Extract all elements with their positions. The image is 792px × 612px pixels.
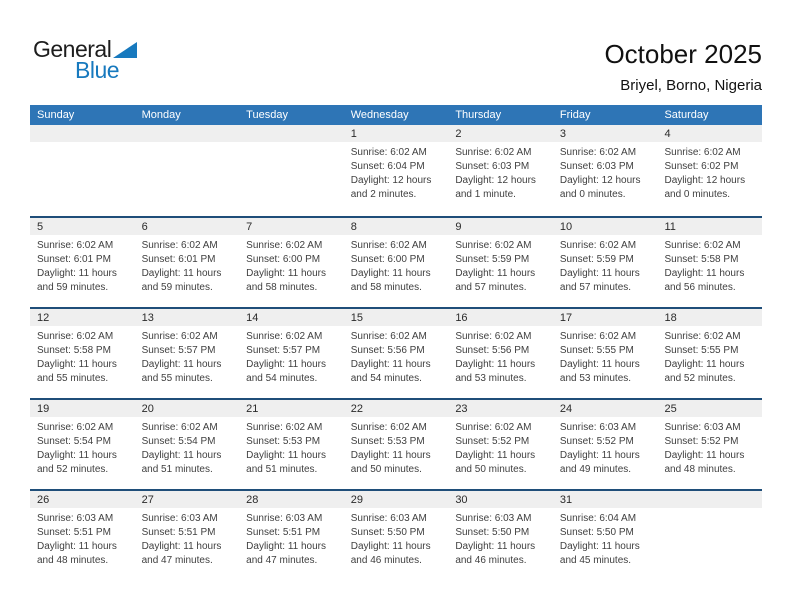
sunrise-text: Sunrise: 6:03 AM	[141, 513, 218, 524]
sunrise-text: Sunrise: 6:04 AM	[559, 513, 637, 524]
sunset-text: Sunset: 5:52 PM	[559, 436, 634, 447]
day-number: 16	[455, 311, 468, 324]
day-cell-8	[344, 218, 449, 307]
week-row	[30, 398, 762, 489]
daylight-text-line1: Daylight: 11 hours	[37, 541, 117, 552]
sunset-text: Sunset: 6:00 PM	[246, 254, 321, 265]
daylight-text-line2: and 55 minutes.	[141, 373, 213, 384]
sunrise-text: Sunrise: 6:02 AM	[455, 240, 532, 251]
day-cell-31	[553, 491, 658, 580]
day-number: 5	[37, 220, 44, 233]
daylight-text-line2: and 0 minutes.	[664, 189, 731, 200]
daylight-text-line1: Daylight: 11 hours	[664, 268, 745, 279]
day-cell-16	[448, 309, 553, 398]
sunset-text: Sunset: 5:57 PM	[141, 345, 216, 356]
day-number: 9	[455, 220, 462, 233]
daylight-text-line1: Daylight: 11 hours	[141, 541, 222, 552]
sunset-text: Sunset: 5:50 PM	[455, 527, 530, 538]
day-cell-18	[657, 309, 762, 398]
sunrise-text: Sunrise: 6:02 AM	[664, 147, 741, 158]
sunset-text: Sunset: 6:01 PM	[141, 254, 216, 265]
day-number: 19	[37, 402, 50, 415]
day-number: 13	[141, 311, 154, 324]
calendar-table	[30, 105, 762, 580]
daylight-text-line2: and 58 minutes.	[246, 282, 318, 293]
day-number: 26	[37, 493, 50, 506]
day-cell-25	[657, 400, 762, 489]
day-number: 29	[350, 493, 363, 506]
daylight-text-line2: and 57 minutes.	[455, 282, 527, 293]
sunrise-text: Sunrise: 6:03 AM	[664, 422, 741, 433]
empty-day-cell	[30, 125, 135, 216]
sunset-text: Sunset: 6:02 PM	[664, 161, 739, 172]
day-number: 2	[455, 127, 462, 140]
day-cell-10	[553, 218, 658, 307]
empty-day-cell	[135, 125, 240, 216]
sunset-text: Sunset: 5:52 PM	[664, 436, 739, 447]
daylight-text-line1: Daylight: 11 hours	[141, 268, 222, 279]
sunrise-text: Sunrise: 6:02 AM	[141, 240, 218, 251]
daylight-text-line2: and 59 minutes.	[37, 282, 109, 293]
day-cell-27	[135, 491, 240, 580]
day-number: 3	[559, 127, 567, 140]
day-cell-17	[553, 309, 658, 398]
daylight-text-line1: Daylight: 11 hours	[559, 450, 640, 461]
sunrise-text: Sunrise: 6:02 AM	[350, 331, 427, 342]
daylight-text-line2: and 58 minutes.	[350, 282, 422, 293]
daylight-text-line1: Daylight: 11 hours	[664, 359, 745, 370]
sunset-text: Sunset: 6:00 PM	[350, 254, 425, 265]
sunrise-text: Sunrise: 6:02 AM	[455, 147, 532, 158]
day-number: 18	[664, 311, 677, 324]
day-number: 27	[141, 493, 154, 506]
weekday-sunday: Sunday	[37, 109, 75, 121]
weekday-thursday: Thursday	[455, 109, 502, 121]
daylight-text-line2: and 46 minutes.	[455, 555, 527, 566]
sunrise-text: Sunrise: 6:02 AM	[350, 147, 427, 158]
daylight-text-line1: Daylight: 11 hours	[37, 359, 117, 370]
day-number: 8	[350, 220, 357, 233]
sunrise-text: Sunrise: 6:03 AM	[455, 513, 532, 524]
sunrise-text: Sunrise: 6:03 AM	[37, 513, 114, 524]
empty-day-cell	[239, 125, 344, 216]
general-blue-logo	[33, 38, 163, 84]
sunrise-text: Sunrise: 6:02 AM	[350, 240, 427, 251]
sunrise-text: Sunrise: 6:02 AM	[455, 422, 532, 433]
day-number: 30	[455, 493, 468, 506]
daylight-text-line2: and 51 minutes.	[141, 464, 213, 475]
daylight-text-line1: Daylight: 11 hours	[664, 450, 745, 461]
daylight-text-line2: and 50 minutes.	[455, 464, 527, 475]
daylight-text-line1: Daylight: 12 hours	[455, 175, 536, 186]
day-cell-24	[553, 400, 658, 489]
sunset-text: Sunset: 5:58 PM	[37, 345, 111, 356]
daylight-text-line2: and 54 minutes.	[246, 373, 318, 384]
day-number: 23	[455, 402, 468, 415]
week-row	[30, 489, 762, 580]
day-cell-3	[553, 125, 658, 216]
day-number: 4	[664, 127, 671, 140]
weekday-wednesday: Wednesday	[350, 109, 409, 121]
sunrise-text: Sunrise: 6:02 AM	[37, 422, 114, 433]
sunset-text: Sunset: 5:55 PM	[559, 345, 634, 356]
weekday-tuesday: Tuesday	[246, 109, 288, 121]
empty-day-cell	[657, 491, 762, 580]
daylight-text-line2: and 54 minutes.	[350, 373, 422, 384]
sunrise-text: Sunrise: 6:03 AM	[559, 422, 637, 433]
daylight-text-line1: Daylight: 11 hours	[559, 268, 640, 279]
sunset-text: Sunset: 5:52 PM	[455, 436, 530, 447]
daylight-text-line1: Daylight: 11 hours	[559, 359, 640, 370]
week-row	[30, 307, 762, 398]
day-number: 12	[37, 311, 50, 324]
daylight-text-line2: and 59 minutes.	[141, 282, 213, 293]
daylight-text-line1: Daylight: 11 hours	[37, 450, 117, 461]
daylight-text-line1: Daylight: 11 hours	[246, 359, 327, 370]
day-number: 10	[559, 220, 573, 233]
day-number: 11	[664, 220, 676, 233]
logo-text-general: General	[33, 36, 112, 62]
daylight-text-line2: and 53 minutes.	[559, 373, 632, 384]
sunrise-text: Sunrise: 6:02 AM	[246, 422, 323, 433]
sunset-text: Sunset: 5:59 PM	[559, 254, 634, 265]
sunrise-text: Sunrise: 6:02 AM	[664, 240, 741, 251]
day-cell-5	[30, 218, 135, 307]
sunset-text: Sunset: 5:57 PM	[246, 345, 321, 356]
daylight-text-line2: and 47 minutes.	[141, 555, 213, 566]
sunset-text: Sunset: 5:58 PM	[664, 254, 739, 265]
day-cell-9	[448, 218, 553, 307]
day-number: 15	[350, 311, 363, 324]
daylight-text-line2: and 45 minutes.	[559, 555, 632, 566]
day-cell-19	[30, 400, 135, 489]
sunset-text: Sunset: 5:50 PM	[350, 527, 425, 538]
daylight-text-line1: Daylight: 12 hours	[559, 175, 641, 186]
day-cell-26	[30, 491, 135, 580]
daylight-text-line2: and 1 minute.	[455, 189, 516, 200]
sunrise-text: Sunrise: 6:03 AM	[350, 513, 427, 524]
sunset-text: Sunset: 5:51 PM	[141, 527, 216, 538]
day-number: 17	[559, 311, 573, 324]
logo-triangle-icon	[113, 42, 137, 58]
sunrise-text: Sunrise: 6:03 AM	[246, 513, 323, 524]
weekday-header-row	[30, 105, 762, 125]
day-number: 14	[246, 311, 259, 324]
sunrise-text: Sunrise: 6:02 AM	[37, 331, 114, 342]
day-cell-1	[344, 125, 449, 216]
sunset-text: Sunset: 5:53 PM	[350, 436, 425, 447]
day-number: 21	[246, 402, 259, 415]
daylight-text-line2: and 57 minutes.	[559, 282, 632, 293]
sunrise-text: Sunrise: 6:02 AM	[246, 240, 323, 251]
daylight-text-line1: Daylight: 11 hours	[350, 268, 431, 279]
daylight-text-line2: and 52 minutes.	[37, 464, 109, 475]
week-row	[30, 125, 762, 216]
day-cell-12	[30, 309, 135, 398]
sunset-text: Sunset: 5:50 PM	[559, 527, 634, 538]
daylight-text-line1: Daylight: 11 hours	[141, 359, 222, 370]
daylight-text-line1: Daylight: 11 hours	[455, 268, 536, 279]
sunset-text: Sunset: 5:56 PM	[350, 345, 425, 356]
sunset-text: Sunset: 5:51 PM	[246, 527, 321, 538]
day-number: 24	[559, 402, 573, 415]
sunset-text: Sunset: 5:56 PM	[455, 345, 530, 356]
week-row	[30, 216, 762, 307]
daylight-text-line2: and 52 minutes.	[664, 373, 736, 384]
day-number: 7	[246, 220, 253, 233]
day-cell-6	[135, 218, 240, 307]
day-cell-28	[239, 491, 344, 580]
calendar-grid	[30, 125, 762, 580]
sunset-text: Sunset: 6:03 PM	[559, 161, 634, 172]
daylight-text-line1: Daylight: 11 hours	[559, 541, 640, 552]
page-title: October 2025	[604, 39, 762, 69]
sunrise-text: Sunrise: 6:02 AM	[37, 240, 114, 251]
daylight-text-line1: Daylight: 11 hours	[455, 541, 536, 552]
daylight-text-line2: and 47 minutes.	[246, 555, 318, 566]
daylight-text-line1: Daylight: 12 hours	[664, 175, 746, 186]
day-cell-7	[239, 218, 344, 307]
daylight-text-line2: and 0 minutes.	[559, 189, 626, 200]
sunrise-text: Sunrise: 6:02 AM	[141, 331, 218, 342]
sunset-text: Sunset: 5:59 PM	[455, 254, 530, 265]
sunrise-text: Sunrise: 6:02 AM	[246, 331, 323, 342]
day-cell-21	[239, 400, 344, 489]
day-number: 25	[664, 402, 677, 415]
daylight-text-line1: Daylight: 11 hours	[350, 541, 431, 552]
daylight-text-line2: and 48 minutes.	[664, 464, 736, 475]
day-number: 28	[246, 493, 259, 506]
daylight-text-line2: and 56 minutes.	[664, 282, 736, 293]
sunrise-text: Sunrise: 6:02 AM	[664, 331, 741, 342]
sunset-text: Sunset: 5:54 PM	[141, 436, 216, 447]
day-cell-29	[344, 491, 449, 580]
daylight-text-line2: and 51 minutes.	[246, 464, 318, 475]
daylight-text-line1: Daylight: 12 hours	[350, 175, 432, 186]
day-cell-20	[135, 400, 240, 489]
day-cell-4	[657, 125, 762, 216]
sunset-text: Sunset: 5:54 PM	[37, 436, 111, 447]
day-number: 20	[141, 402, 154, 415]
sunset-text: Sunset: 5:55 PM	[664, 345, 739, 356]
weekday-monday: Monday	[141, 109, 181, 121]
daylight-text-line1: Daylight: 11 hours	[455, 359, 536, 370]
logo-text-blue: Blue	[75, 57, 120, 83]
daylight-text-line1: Daylight: 11 hours	[141, 450, 222, 461]
daylight-text-line2: and 53 minutes.	[455, 373, 527, 384]
sunrise-text: Sunrise: 6:02 AM	[559, 331, 637, 342]
weekday-friday: Friday	[559, 109, 591, 121]
daylight-text-line2: and 2 minutes.	[350, 189, 417, 200]
daylight-text-line2: and 55 minutes.	[37, 373, 109, 384]
daylight-text-line2: and 48 minutes.	[37, 555, 109, 566]
daylight-text-line2: and 50 minutes.	[350, 464, 422, 475]
sunrise-text: Sunrise: 6:02 AM	[559, 147, 637, 158]
day-cell-11	[657, 218, 762, 307]
daylight-text-line1: Daylight: 11 hours	[350, 359, 431, 370]
daylight-text-line1: Daylight: 11 hours	[350, 450, 431, 461]
day-number: 1	[350, 127, 357, 140]
sunrise-text: Sunrise: 6:02 AM	[559, 240, 637, 251]
sunrise-text: Sunrise: 6:02 AM	[141, 422, 218, 433]
daylight-text-line2: and 49 minutes.	[559, 464, 632, 475]
sunset-text: Sunset: 5:51 PM	[37, 527, 111, 538]
daylight-text-line1: Daylight: 11 hours	[455, 450, 536, 461]
day-cell-13	[135, 309, 240, 398]
sunset-text: Sunset: 6:01 PM	[37, 254, 111, 265]
day-cell-30	[448, 491, 553, 580]
day-cell-15	[344, 309, 449, 398]
day-cell-14	[239, 309, 344, 398]
daylight-text-line1: Daylight: 11 hours	[246, 541, 327, 552]
sunset-text: Sunset: 5:53 PM	[246, 436, 321, 447]
sunset-text: Sunset: 6:04 PM	[350, 161, 425, 172]
day-cell-2	[448, 125, 553, 216]
daylight-text-line1: Daylight: 11 hours	[246, 450, 327, 461]
sunset-text: Sunset: 6:03 PM	[455, 161, 530, 172]
day-cell-23	[448, 400, 553, 489]
daylight-text-line2: and 46 minutes.	[350, 555, 422, 566]
day-number: 6	[141, 220, 148, 233]
day-number: 31	[559, 493, 573, 506]
day-cell-22	[344, 400, 449, 489]
page-subtitle: Briyel, Borno, Nigeria	[620, 77, 762, 94]
weekday-saturday: Saturday	[664, 109, 709, 121]
daylight-text-line1: Daylight: 11 hours	[37, 268, 117, 279]
daylight-text-line1: Daylight: 11 hours	[246, 268, 327, 279]
page-header	[604, 40, 762, 95]
sunrise-text: Sunrise: 6:02 AM	[350, 422, 427, 433]
sunrise-text: Sunrise: 6:02 AM	[455, 331, 532, 342]
day-number: 22	[350, 402, 363, 415]
